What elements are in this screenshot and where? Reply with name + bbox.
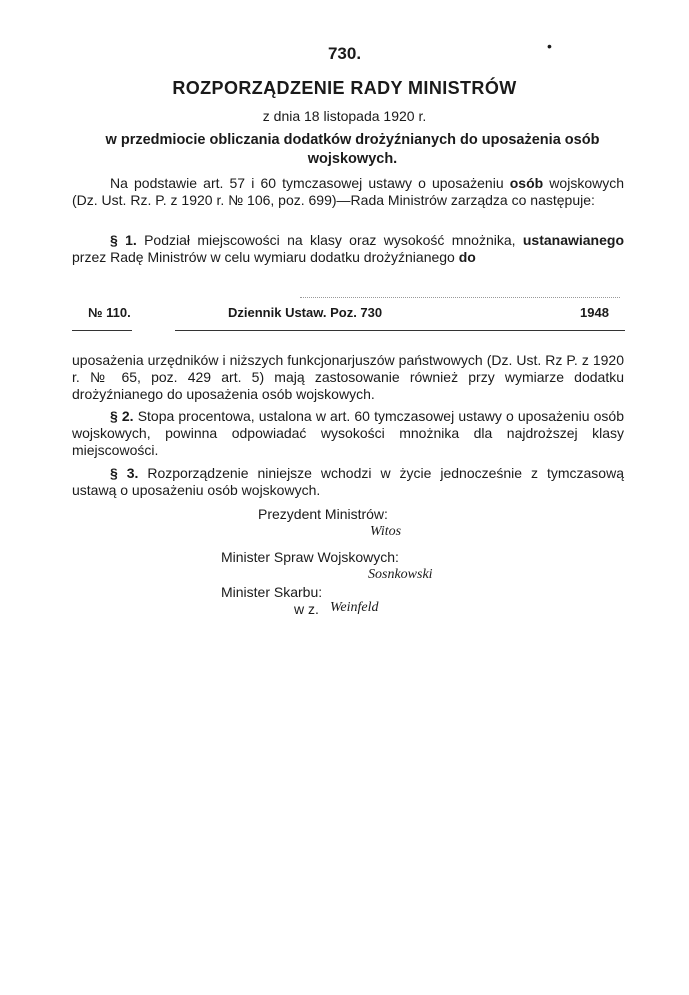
section-1-bold-b: do — [458, 249, 476, 265]
signature-name-3: Weinfeld — [330, 600, 379, 615]
section-3-paragraph — [72, 465, 624, 499]
document-title: ROZPORZĄDZENIE RADY MINISTRÓW — [172, 78, 517, 98]
section-3-number: § 3. — [110, 465, 139, 481]
signature-name-2: Sosnkowski — [368, 567, 433, 582]
signature-role-3: Minister Skarbu: — [221, 584, 323, 600]
intro-bold: osób — [509, 175, 544, 191]
section-2-paragraph — [72, 408, 624, 459]
document-date: z dnia 18 listopada 1920 r. — [262, 108, 427, 124]
running-header-page: 1948 — [580, 305, 609, 320]
intro-text-2: wojskowych (Dz. Ust. Rz. P. z 1920 r. № 106, poz. 699)—Rada Ministrów zarządza co następuje: — [72, 175, 624, 208]
header-rule-left — [72, 330, 132, 331]
section-3-text: Rozporządzenie niniejsze wchodzi w życie jednocześnie z tymczasową ustawą o uposażeniu osób wojskowych. — [72, 465, 624, 498]
document-subject: w przedmiocie obliczania dodatków drożyźnianych do uposażenia osób wojskowych. — [105, 132, 600, 167]
signature-role-2: Minister Spraw Wojskowych: — [221, 549, 399, 565]
signature-name-1: Witos — [370, 524, 402, 539]
bullet-mark: • — [547, 38, 552, 54]
faint-rule — [300, 297, 620, 298]
section-2-number: § 2. — [110, 408, 134, 424]
section-1-number: § 1. — [110, 232, 137, 248]
section-1-cont-text: uposażenia urzędników i niższych funkcjonarjuszów państwowych (Dz. Ust. Rz P. z 1920 r. № 65, poz. 429 art. 5) mają zastosowanie również przy wymiarze dodatku drożyźnianego do uposażenia osób wojskowych. — [72, 352, 624, 402]
page-number: 730. — [327, 44, 362, 63]
signature-prefix-3: w z. — [294, 601, 319, 617]
header-rule-right — [175, 330, 625, 331]
running-header-journal: Dziennik Ustaw. Poz. 730 — [228, 305, 383, 320]
section-1-text-a: Podział miejscowości na klasy oraz wysokość mnożnika, — [136, 232, 523, 248]
intro-paragraph — [72, 175, 624, 209]
section-1-paragraph — [72, 232, 624, 266]
signature-role-1: Prezydent Ministrów: — [258, 506, 388, 522]
section-1-bold-a: ustanawianego — [522, 232, 624, 248]
section-2-text: Stopa procentowa, ustalona w art. 60 tymczasowej ustawy o uposażeniu osób wojskowych, powinna odpowiadać wysokości mnożnika dla najdroższej klasy miejscowości. — [72, 408, 624, 458]
section-1-text-b: przez Radę Ministrów w celu wymiaru dodatku drożyźnianego — [72, 249, 459, 265]
intro-text-1: Na podstawie art. 57 i 60 tymczasowej ustawy o uposażeniu — [110, 175, 510, 191]
running-header-issue: № 110. — [88, 305, 131, 320]
section-1-continuation — [72, 352, 624, 403]
